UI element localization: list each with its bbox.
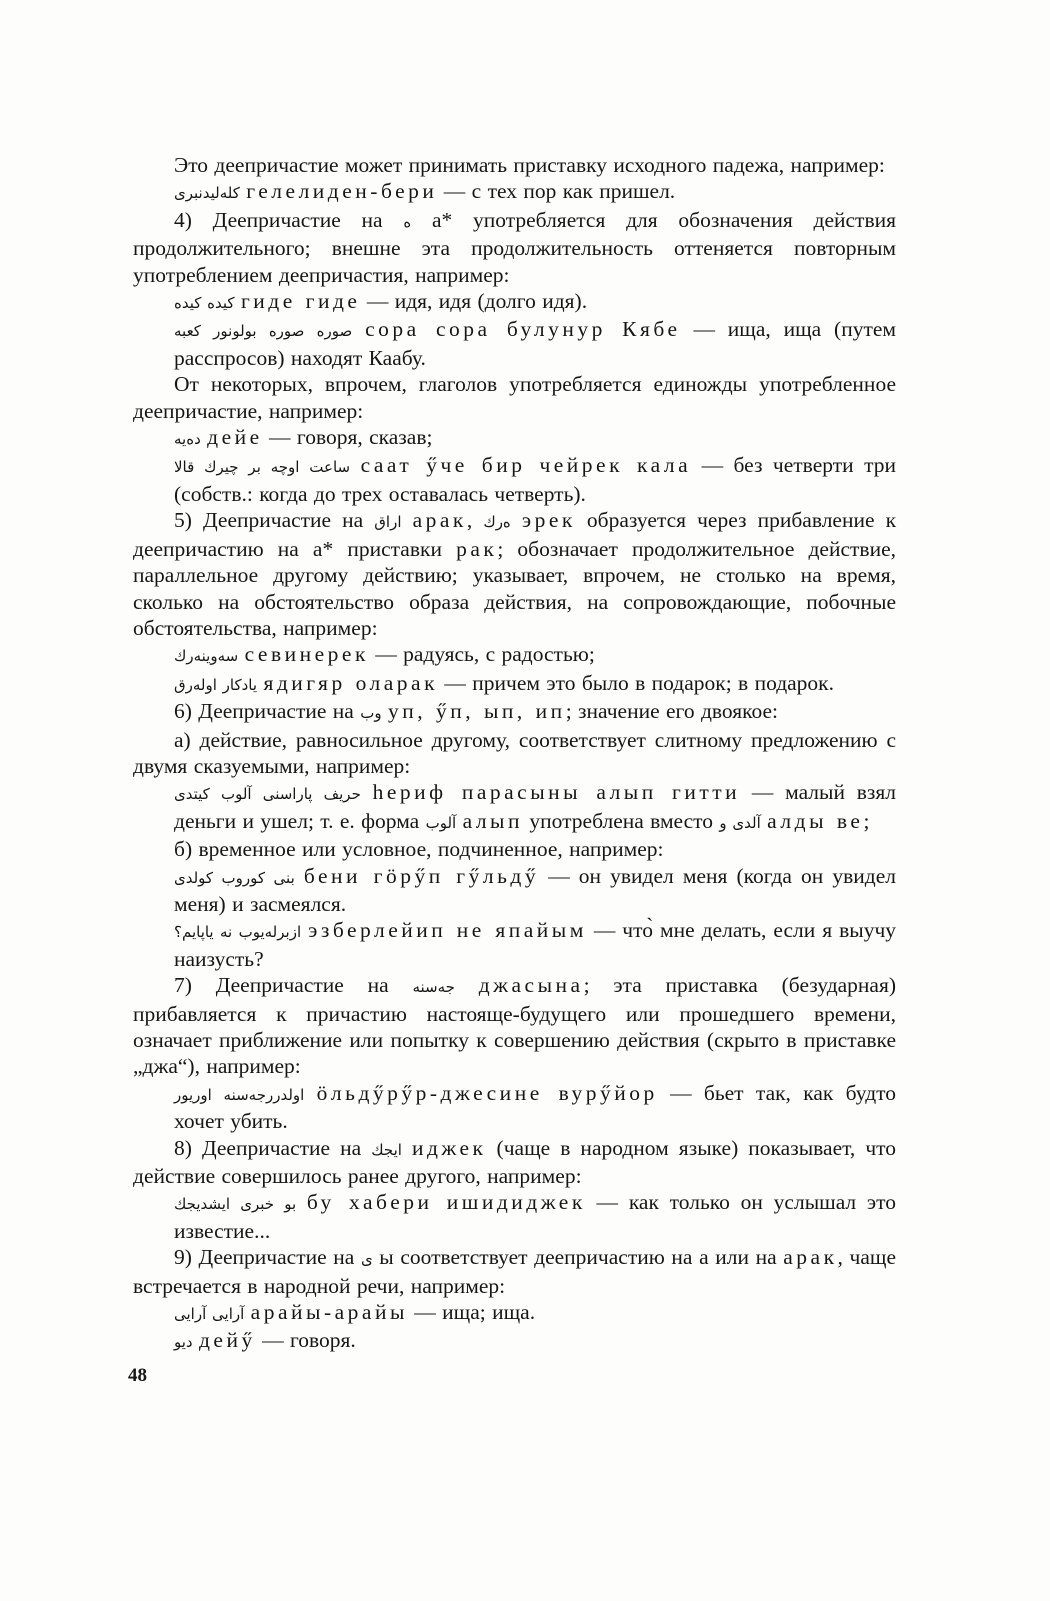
example-line (133, 316, 896, 371)
paragraph (133, 836, 896, 862)
text-run: — как только он услышал это известие... (174, 1190, 897, 1243)
ottoman-word: صوره صوره بولونور كعبه (174, 322, 353, 341)
ottoman-word: ساعت اوچه بر چيرك قالا (174, 458, 351, 477)
transcription: эрек (521, 508, 576, 533)
ottoman-word: بنى كوروب كولدى (174, 868, 295, 887)
ottoman-word: يادكار اولەرق (174, 675, 258, 694)
ottoman-word: جەسنه (412, 978, 455, 997)
example-line (133, 863, 896, 918)
text-run: — бьет так, как будто хочет убить. (174, 1080, 897, 1134)
text-run (402, 508, 413, 532)
text-run (511, 508, 522, 532)
ottoman-word: حريف پاراسنى آلوب كيتدى (174, 785, 361, 804)
ottoman-word: وب (360, 704, 382, 723)
text-run: 9) Деепричастие на (174, 1245, 361, 1270)
text-run: — идя, идя (долго идя). (360, 289, 588, 314)
text-run (402, 1136, 412, 1160)
text-run: ; обозначает продолжительное действие, параллельное другому действию; указывает, впрочем, не столько на время, сколько на обстоятельство образа действия, на сопровождающие, побочные обстоятельства, например: (133, 536, 896, 640)
ottoman-word: ەرك (483, 513, 511, 532)
text-run: — говоря, сказав; (262, 425, 433, 450)
text-run: ; (863, 808, 870, 833)
ottoman-word: كيده كيده (174, 294, 235, 313)
ottoman-word: دەيه (174, 430, 201, 449)
text-run: а) действие, равносильное другому, соответствует слитному предложению с двумя сказуемыми, например: (133, 727, 896, 778)
transcription: бени гӧрӳп гӳльдӳ (303, 863, 540, 888)
example-line (133, 917, 896, 972)
paragraph (133, 1135, 896, 1190)
example-line (133, 1299, 896, 1327)
text-run: , (466, 508, 484, 533)
ottoman-word: آلدى و (719, 813, 761, 832)
text-run (295, 864, 304, 888)
example-line (133, 452, 896, 507)
example-line (133, 779, 896, 836)
transcription: иджек (411, 1135, 487, 1160)
text-run (361, 780, 373, 804)
ottoman-word: ه (403, 212, 412, 231)
ottoman-word: اراق (374, 513, 402, 532)
transcription: дейӳ (198, 1328, 256, 1353)
text-run: — говоря. (255, 1328, 356, 1353)
text-run: — радуясь, с радостью; (368, 642, 595, 667)
text-run: 7) Деепричастие на (174, 973, 413, 998)
text-run: — без четверти три (собств.: когда до трех оставалась четверть). (174, 453, 896, 506)
example-line (133, 424, 896, 452)
transcription: гелелиден-бери (246, 179, 438, 204)
ottoman-word: كله‌ليدنبرى (174, 184, 240, 203)
transcription: сора сора булунур Кябе (365, 317, 681, 342)
text-run: 5) Деепричастие на (174, 508, 375, 533)
text-run: — причем это было в подарок; в подарок. (438, 670, 835, 695)
text-run (350, 453, 360, 477)
transcription: алып (462, 808, 524, 833)
text-column (133, 152, 896, 1356)
transcription: алды ве (767, 808, 864, 833)
ottoman-word: اولدررجەسنه اوريور (174, 1085, 305, 1104)
text-run (304, 1081, 316, 1105)
text-run: , чаще встречается в народной речи, например: (133, 1245, 896, 1298)
ottoman-word: ايجك (371, 1140, 402, 1159)
text-run (352, 317, 365, 341)
paragraph (133, 1244, 896, 1299)
example-line (133, 178, 896, 206)
transcription: эзберлейип не япайым (308, 918, 587, 943)
example-line (133, 1327, 896, 1355)
paragraph (133, 152, 896, 178)
text-run: употреблена вместо (523, 808, 720, 833)
paragraph (133, 698, 896, 726)
transcription: арак (783, 1245, 838, 1270)
text-run: — ища; ища. (407, 1300, 536, 1325)
example-line (133, 641, 896, 669)
transcription: ӧльдӳрӳр-джесине вурӳйор (316, 1080, 658, 1105)
paragraph (133, 972, 896, 1080)
paragraph (133, 207, 896, 288)
text-run: б) временное или условное, подчиненное, например: (174, 837, 664, 862)
text-run: 4) Деепричастие на (174, 207, 404, 232)
text-run: Это деепричастие может принимать приставку исходного падежа, например: (174, 153, 885, 177)
text-run: ы соответствует деепричастию на а или на (372, 1245, 784, 1270)
text-run: 8) Деепричастие на (174, 1135, 372, 1160)
ottoman-word: ازبرلەيوب نه ياپايم؟ (174, 923, 302, 942)
transcription: бу хабери ишидиджек (306, 1190, 586, 1215)
example-line (133, 1189, 896, 1244)
transcription: арак (412, 508, 467, 533)
paragraph (133, 371, 896, 424)
transcription: севинерек (244, 642, 369, 667)
text-run: — он увидел меня (когда он увидел меня) и засмеялся. (174, 863, 897, 916)
text-run: (чаще в народном языке) показывает, что действие совершилось ранее другого, например: (133, 1135, 897, 1189)
text-run: ; значение его двоякое: (565, 699, 779, 724)
ottoman-word: ى (360, 1250, 373, 1269)
ottoman-word: بو خبرى ايشديجك (174, 1195, 297, 1214)
transcription: саат ӳче бир чейрек кала (360, 453, 692, 478)
example-line (133, 1080, 896, 1135)
text-run: — что̀ мне делать, если я выучу наизусть? (174, 918, 897, 971)
ottoman-word: آلوب (425, 813, 457, 832)
text-run: 6) Деепричастие на (174, 699, 361, 724)
example-line (133, 288, 896, 316)
text-run: — с тех пор как пришел. (437, 179, 676, 204)
text-run: — малый взял деньги и ушел; т. е. форма (174, 780, 896, 833)
text-run (296, 1190, 307, 1214)
ottoman-word: آرايى آرايى (174, 1305, 245, 1324)
transcription: уп, ӳп, ып, ип (387, 699, 566, 724)
text-run: От некоторых, впрочем, глаголов употребляется единожды употребленное деепричастие, например: (133, 372, 896, 423)
text-run (455, 973, 479, 997)
example-line (133, 670, 896, 698)
ottoman-word: ديو (174, 1333, 193, 1352)
text-run: образуется через прибавление к деепричастию на а* приставки (133, 508, 897, 561)
transcription: ядигяр оларак (263, 670, 439, 695)
text-run: — ища, ища (путем расспросов) находят Каабу. (174, 317, 897, 370)
paragraph (133, 507, 896, 641)
transcription: джасына (478, 973, 584, 998)
paragraph (133, 727, 896, 780)
ottoman-word: سەوينەرك (174, 647, 239, 666)
text-run: ; эта приставка (безударная) прибавляется к причастию настояще-будущего или прошедшего времени, означает приближение или попытку к совершению действия (скрыто в приставке „джа“), например: (133, 973, 897, 1079)
transcription: арайы-арайы (250, 1300, 408, 1325)
page-number: 48 (128, 1365, 147, 1386)
transcription: рак (456, 536, 498, 561)
transcription: дейе (207, 425, 263, 450)
text-run: а* употребляется для обозначения действия продолжительного; внешне эта продолжительность оттеняется повторным употреблением деепричастия, например: (133, 207, 896, 287)
transcription: һериф парасыны алып гитти (372, 780, 741, 805)
transcription: гиде гиде (240, 289, 361, 314)
